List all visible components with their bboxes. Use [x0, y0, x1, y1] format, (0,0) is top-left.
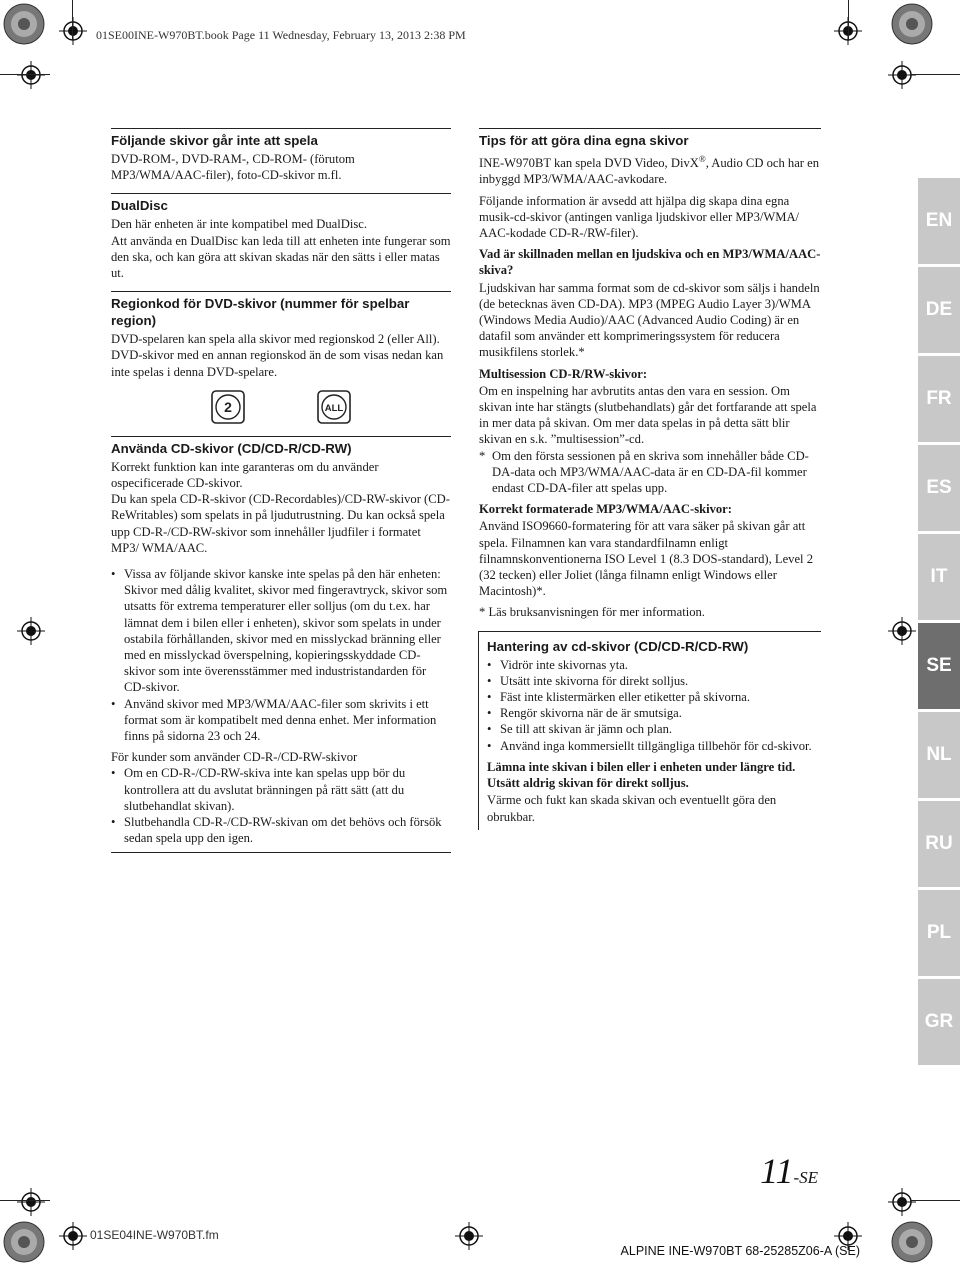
handling-box [478, 631, 821, 830]
region-2-icon [211, 390, 245, 424]
paragraph: DVD-ROM-, DVD-RAM-, CD-ROM- (förutom MP3/WMA/AAC-filer), foto-CD-skivor m.fl. [111, 152, 355, 183]
registration-mark-icon [455, 1222, 483, 1250]
region-all-label: ALL [324, 402, 344, 414]
sub-heading: Vad är skillnaden mellan en ljudskiva och en MP3/WMA/AAC-skiva? [479, 247, 821, 278]
registration-mark-icon [888, 61, 916, 89]
crop-line [910, 74, 960, 75]
paragraph: Den här enheten är inte kompatibel med DualDisc. [111, 217, 367, 232]
tab-fr[interactable]: FR [918, 356, 960, 442]
paragraph: För kunder som använder CD-R-/CD-RW-skivor [111, 750, 358, 765]
sub-heading: Multisession CD-R/RW-skivor: [479, 366, 648, 381]
paragraph: Om en inspelning har avbrutits antas den vara en session. Om skivan inte har stängts (slutbehandlats) går det fortfarande att spela in mer data på skivan. Om mer data spelas in på detta sätt blir skivan en s.k. ”multisession”-cd. [479, 383, 817, 447]
paragraph: Värme och fukt kan skada skivan och eventuellt göra den obrukbar. [487, 793, 777, 824]
section-heading: Hantering av cd-skivor (CD/CD-R/CD-RW) [487, 638, 749, 654]
section-heading: Tips för att göra dina egna skivor [479, 133, 689, 148]
registration-mark-icon [17, 61, 45, 89]
color-dial-icon [2, 1220, 46, 1264]
section-rule [111, 436, 451, 437]
warning-text: Lämna inte skivan i bilen eller i enheten under längre tid. Utsätt aldrig skivan för direkt solljus. [487, 759, 796, 791]
tab-de[interactable]: DE [918, 267, 960, 353]
section-rule [111, 128, 451, 129]
section-rule [111, 193, 451, 194]
paragraph: Att använda en DualDisc kan leda till att enheten inte fungerar som den ska, och kan göra att skivan skadas när den sätts i eller matas ut. [111, 233, 451, 281]
tab-pl[interactable]: PL [918, 890, 960, 976]
section-heading: Regionkod för DVD-skivor (nummer för spelbar region) [111, 296, 410, 329]
tab-gr[interactable]: GR [918, 979, 960, 1065]
section-rule [111, 291, 451, 292]
left-column [111, 128, 451, 856]
section-heading: Följande skivor går inte att spela [111, 133, 318, 148]
paragraph: Följande information är avsedd att hjälpa dig skapa dina egna musik-cd-skivor (antingen vanliga ljudskivor eller MP3/WMA/ AAC-kodade CD-R-/RW-filer). [479, 193, 800, 240]
footer-model-info: ALPINE INE-W970BT 68-25285Z06-A (SE) [620, 1244, 860, 1258]
tab-ru[interactable]: RU [918, 801, 960, 887]
bullet-list [487, 657, 821, 754]
list-item: • Använd skivor med MP3/WMA/AAC-filer som skrivits i ett format som är kompatibelt med denna enhet. Mer information finns på sidorna 23 och 24. [111, 696, 451, 745]
list-item: • Om en CD-R-/CD-RW-skiva inte kan spelas upp bör du kontrollera att du avslutat bränningen på rätt sätt (att du slutbehandlat skivan). [111, 765, 451, 814]
footer-file-name: 01SE04INE-W970BT.fm [90, 1228, 219, 1242]
crop-line [848, 0, 849, 40]
registration-mark-icon [888, 617, 916, 645]
bullet-list [111, 765, 451, 846]
section-heading: DualDisc [111, 198, 168, 214]
registration-mark-icon [59, 1222, 87, 1250]
crop-line [910, 1200, 960, 1201]
sub-heading: Korrekt formaterade MP3/WMA/AAC-skivor: [479, 502, 732, 517]
book-header-info: 01SE00INE-W970BT.book Page 11 Wednesday, February 13, 2013 2:38 PM [96, 28, 466, 42]
paragraph: Använd ISO9660-formatering för att vara säker på skivan går att spela. Filnamnen kan vara standardfilnamn enligt filnamnskonventionerna ISO Level 1 (8.3 DOS-standard), Level 2 (32 tecken) eller Joliet (långa filnamn enligt Windows eller Macintosh)*. [479, 519, 813, 599]
paragraph: Ljudskivan har samma format som de cd-skivor som säljs i handeln (de betecknas även CD-DA). MP3 (MPEG Audio Layer 3)/WMA (Windows Media Audio)/AAC (Advanced Audio Coding) är en datafil som använder ett komprimeringssystem för reducera musikfilens storlek.* [479, 280, 820, 360]
region-all-icon [317, 390, 351, 424]
tab-nl[interactable]: NL [918, 712, 960, 798]
page-number: 11-SE [760, 1151, 818, 1191]
list-item: • Rengör skivorna när de är smutsiga. [487, 705, 821, 721]
registration-mark-icon [17, 1188, 45, 1216]
list-item: • Vidrör inte skivornas yta. [487, 657, 821, 673]
tab-es[interactable]: ES [918, 445, 960, 531]
list-item: • Slutbehandla CD-R-/CD-RW-skivan om det behövs och försök sedan spela upp den igen. [111, 814, 451, 846]
paragraph: Du kan spela CD-R-skivor (CD-Recordables)/CD-RW-skivor (CD-ReWritables) som spelats in på ljudutrustning. Du kan också spela upp CD-R-/CD-RW-skivor som innehåller ljudfiler i formatet MP3/ WMA/AAC. [111, 492, 450, 555]
list-item: • Fäst inte klistermärken eller etiketter på skivorna. [487, 689, 821, 705]
crop-line [72, 0, 73, 40]
paragraph: DVD-skivor med en annan regionskod än de som visas nedan kan inte spelas i denna DVD-spelare. [111, 348, 444, 379]
crop-line [0, 1200, 50, 1201]
tab-it[interactable]: IT [918, 534, 960, 620]
region-2-label: 2 [224, 398, 232, 415]
tab-en[interactable]: EN [918, 178, 960, 264]
crop-line [0, 74, 50, 75]
paragraph: DVD-spelaren kan spela alla skivor med regionskod 2 (eller All). [111, 332, 440, 347]
paragraph: Korrekt funktion kan inte garanteras om du använder ospecificerade CD-skivor. [111, 459, 379, 491]
registration-mark-icon [59, 17, 87, 45]
right-column [479, 128, 821, 830]
language-tabs [918, 178, 960, 1068]
region-code-icons [211, 390, 451, 424]
section-heading: Använda CD-skivor (CD/CD-R/CD-RW) [111, 440, 352, 456]
footnote-item: * Om den första sessionen på en skriva som innehåller både CD-DA-data och MP3/WMA/AAC-data är en CD-DA-fil kommer endast CD-DA-filer att spelas upp. [479, 448, 809, 496]
section-end-rule [111, 852, 451, 853]
registration-mark-icon [888, 1188, 916, 1216]
list-item: • Använd inga kommersiellt tillgängliga tillbehör för cd-skivor. [487, 738, 821, 754]
list-item: • Utsätt inte skivorna för direkt solljus. [487, 673, 821, 689]
footnote: * Läs bruksanvisningen för mer information. [479, 605, 705, 620]
registration-mark-icon [17, 617, 45, 645]
color-dial-icon [890, 1220, 934, 1264]
list-item: • Se till att skivan är jämn och plan. [487, 721, 821, 737]
color-dial-icon [2, 2, 46, 46]
tab-se[interactable]: SE [918, 623, 960, 709]
bullet-list [111, 566, 451, 744]
list-item: • Vissa av följande skivor kanske inte spelas på den här enheten: Skivor med dålig kvalitet, skivor med fingeravtryck, skivor som utsatts för extrema temperaturer eller solljus (om du t.ex. har lämnat dem i bilen eller i enheten), skivor som spelats in under ostabila förhållanden, skivor med en misslyckad bränning eller med en misslyckad överspelning, kopieringsskyddade CD-skivor som inte överensstämmer med industristandarden för CD-skivor. [111, 566, 451, 696]
color-dial-icon [890, 2, 934, 46]
paragraph: INE-W970BT kan spela DVD Video, DivX®, Audio CD och har en inbyggd MP3/WMA/AAC-avkodare. [479, 154, 820, 187]
section-rule [479, 128, 821, 129]
